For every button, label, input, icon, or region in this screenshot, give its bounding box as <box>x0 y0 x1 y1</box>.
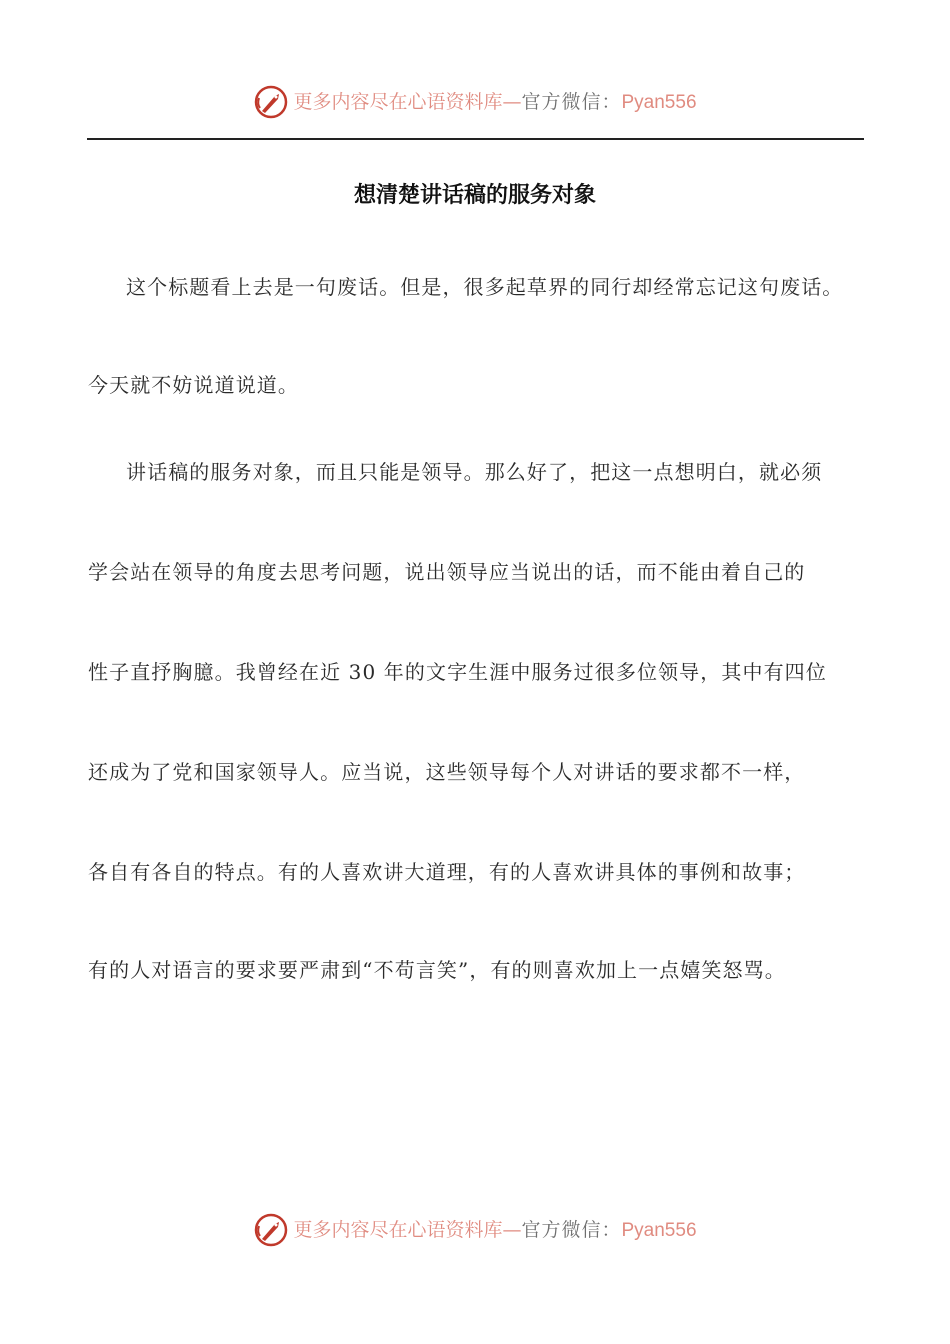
header-text <box>293 82 696 123</box>
pen-nib-circle-icon <box>253 84 289 120</box>
body-line-6: 还成为了党和国家领导人。应当说，这些领导每个人对讲话的要求都不一样， <box>88 760 806 784</box>
header-wechat-id: Pyan556 <box>621 91 697 113</box>
body-line-3: 讲话稿的服务对象，而且只能是领导。那么好了，把这一点想明白，就必须 <box>126 460 823 484</box>
body-line-1: 这个标题看上去是一句废话。但是，很多起草界的同行却经常忘记这句废话。 <box>126 275 844 299</box>
body-line-8: 有的人对语言的要求要严肃到“不苟言笑”，有的则喜欢加上一点嬉笑怒骂。 <box>88 958 786 982</box>
pen-nib-circle-icon <box>253 1212 289 1248</box>
header-lead: 更多内容尽在心语资料库— <box>293 90 522 113</box>
body-line-2: 今天就不妨说道说道。 <box>88 373 299 397</box>
footer-banner <box>0 1210 950 1250</box>
footer-lead: 更多内容尽在心语资料库— <box>293 1218 522 1241</box>
body-line-5: 性子直抒胸臆。我曾经在近 30 年的文字生涯中服务过很多位领导，其中有四位 <box>88 660 827 684</box>
document-title: 想清楚讲话稿的服务对象 <box>353 183 596 208</box>
body-line-7: 各自有各自的特点。有的人喜欢讲大道理，有的人喜欢讲具体的事例和故事； <box>88 860 806 884</box>
header-wechat: 官方微信： <box>521 90 622 113</box>
header-banner <box>0 82 950 122</box>
body-line-4: 学会站在领导的角度去思考问题，说出领导应当说出的话，而不能由着自己的 <box>88 560 806 584</box>
footer-wechat-id: Pyan556 <box>621 1219 697 1241</box>
header-rule <box>87 138 864 140</box>
footer-text <box>293 1210 696 1251</box>
footer-wechat: 官方微信： <box>521 1218 622 1241</box>
